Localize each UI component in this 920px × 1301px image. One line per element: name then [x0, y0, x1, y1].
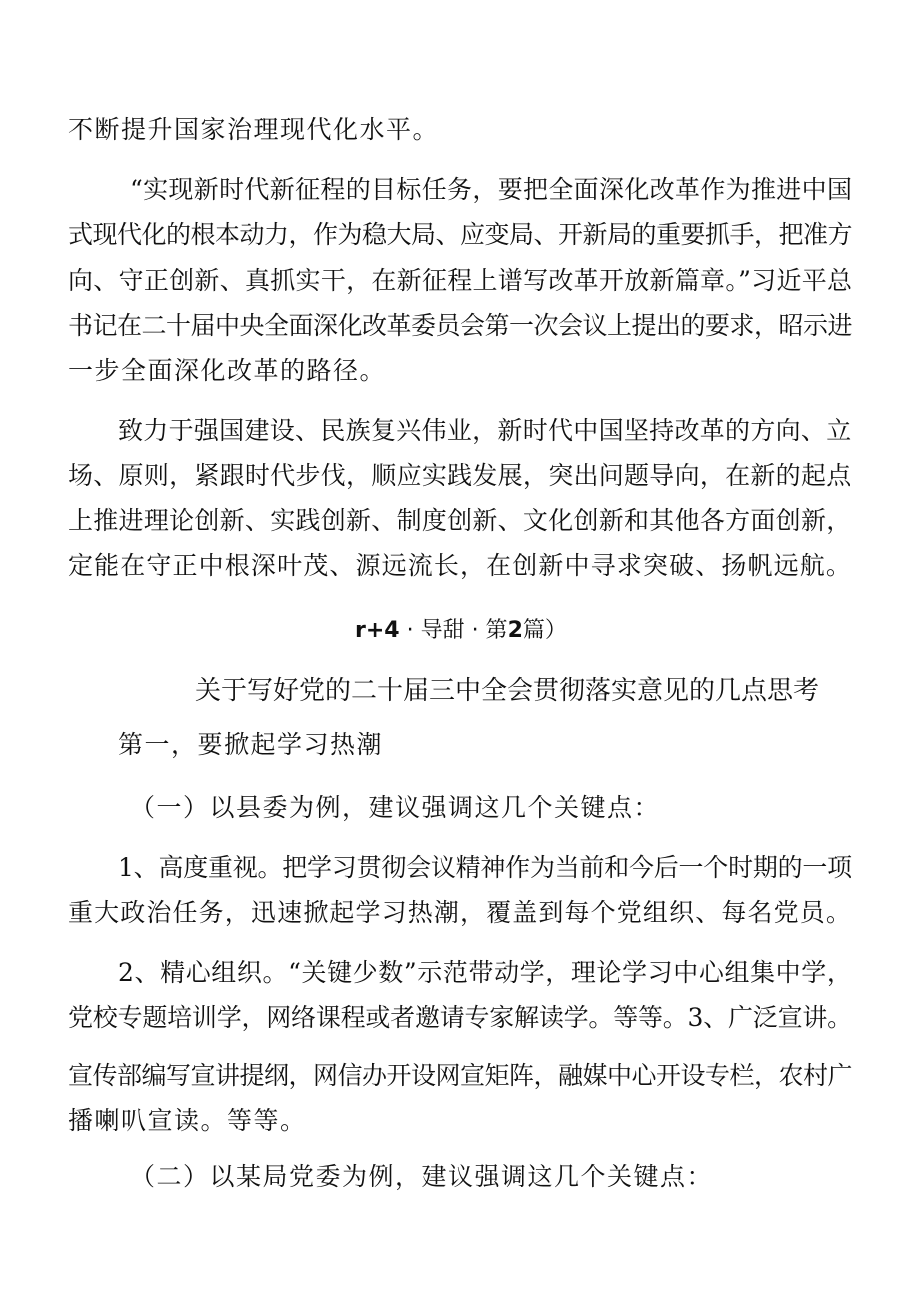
list-item-line: 重大政治任务，迅速掀起学习热潮，覆盖到每个党组织、每名党员。	[68, 898, 853, 927]
list-item-line: 宣传部编写宣讲提纲，网信办开设网宣矩阵，融媒中心开设专栏，农村广	[68, 1061, 853, 1090]
subheading: （一）以县委为例，建议强调这几个关键点：	[130, 793, 661, 822]
paragraph-line: 向、守正创新、真抓实干，在新征程上谱写改革开放新篇章。”习近平总	[68, 266, 853, 295]
paragraph-line: “实现新时代新征程的目标任务，要把全面深化改革作为推进中国	[130, 175, 853, 204]
paragraph-line: 场、原则，紧跟时代步伐，顺应实践发展，突出问题导向，在新的起点	[68, 461, 852, 490]
paragraph-line: 致力于强国建设、民族复兴伟业，新时代中国坚持改革的方向、立	[118, 416, 852, 445]
section-marker-middle: · 导甜 · 第	[399, 618, 508, 643]
section-marker-number: 2	[507, 618, 523, 643]
section-marker-suffix: 篇）	[522, 618, 567, 643]
paragraph-line: 书记在二十届中央全面深化改革委员会第一次会议上提出的要求，昭示进	[68, 311, 853, 340]
list-item-line: 2、精心组织。“关键少数”示范带动学，理论学习中心组集中学，	[118, 958, 853, 987]
paragraph-line: 定能在守正中根深叶茂、源远流长，在创新中寻求突破、扬帆远航。	[68, 551, 853, 580]
paragraph-line: 式现代化的根本动力，作为稳大局、应变局、开新局的重要抓手，把准方	[68, 220, 853, 249]
list-item-line: 播喇叭宣读。等等。	[68, 1106, 307, 1135]
list-item-line: 1、高度重视。把学习贯彻会议精神作为当前和今后一个时期的一项	[118, 853, 852, 882]
paragraph-line: 上推进理论创新、实践创新、制度创新、文化创新和其他各方面创新，	[68, 506, 852, 535]
section-marker	[355, 616, 567, 646]
list-item-line: 党校专题培训学，网络课程或者邀请专家解读学。等等。3、广泛宣讲。	[68, 1003, 852, 1032]
subheading: 第一，要掀起学习热潮	[118, 730, 384, 759]
subheading: （二）以某局党委为例，建议强调这几个关键点：	[130, 1162, 714, 1191]
paragraph-line: 一步全面深化改革的路径。	[68, 356, 387, 385]
section-marker-prefix: r+4	[355, 618, 400, 643]
article-title: 关于写好党的二十届三中全会贯彻落实意见的几点思考	[195, 676, 820, 706]
paragraph-line: 不断提升国家治理现代化水平。	[68, 115, 440, 144]
